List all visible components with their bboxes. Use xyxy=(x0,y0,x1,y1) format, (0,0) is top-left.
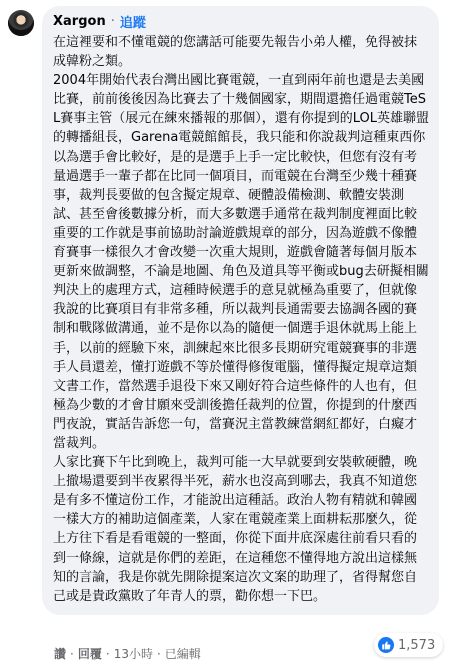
comment-paragraph-3: 人家比賽下午比到晚上，裁判可能一大早就要到安裝軟硬體，晚上撤場還要到半夜累得半死，薪水也沒高到哪去，我真不知道您是有多不懂這份工作，才能說出這種話。政治人物有精就和韓國一樣大方的補助這個產業，人家在電競產業上面耕耘那麼久，從上方往下看是看電競的一整面，你從下面井底深處往前看只看的到一條線，這就是你們的差距，在這種您不懂得地方說出這樣無知的言論，我是你就先開除提案這次文案的助理了，省得幫您自己或是貴政黨敗了年青人的票，勸你想一下巴。 xyxy=(53,455,418,604)
like-icon xyxy=(378,637,394,653)
header-separator: · xyxy=(110,13,115,29)
reaction-summary[interactable] xyxy=(374,633,443,657)
action-separator: · xyxy=(70,646,74,661)
reaction-count: 1,573 xyxy=(398,637,436,653)
comment-time[interactable]: 13小時 xyxy=(113,647,153,661)
comment-paragraph-1: 在這裡要和不懂電競的您講話可能要先報告小弟人權，免得被抹成韓粉之類。 xyxy=(53,35,418,70)
like-action[interactable]: 讚 xyxy=(54,647,67,661)
comment-bubble xyxy=(42,6,439,615)
comment-header xyxy=(53,12,429,30)
edited-label[interactable]: 已編輯 xyxy=(164,647,201,661)
follow-button[interactable]: 追蹤 xyxy=(119,15,146,31)
action-separator: · xyxy=(156,646,161,661)
commenter-avatar[interactable] xyxy=(8,10,34,36)
action-separator: · xyxy=(105,646,110,661)
comment-paragraph-2: 2004年開始代表台灣出國比賽電競，一直到兩年前也還是去美國比賽，前前後後因為比賽去了十幾個國家，期間還擔任過電競TeSL賽事主管（展元在練來播報的那個），還有你提到的LOL英雄聯盟的轉播組長，Garena電競館館長，我只能和你說裁判這種東西你以為選手會比較好，是的是選手上手一定比較快，但您有沒有考量過選手一輩子都在比同一個項目，而電競在台灣至少幾十種賽事，裁判長要做的包含擬定規章、硬體設備檢測、軟體安裝測試、甚至會後數據分析，而大多數選手通常在裁判制度裡面比較重要的工作就是事前協助討論遊戲規章的部分，因為遊戲不像體育賽事一樣很久才會改變一次重大規則，遊戲會隨著每個月版本更新來做調整，不論是地圖、角色及道具等平衡或bug去研擬相關判決上的處理方式，這種時候選手的意見就極為重要了，但就像我說的比賽項目有非常多種，所以裁判長通需要去協調各國的賽制和戰隊做溝通，並不是你以為的隨便一個選手退休就馬上能上手，以前的經驗下來，訓練起來比很多長期研究電競賽事的非選手人員還差，懂打遊戲不等於懂得修復電腦，懂得擬定規章這類文書工作，當然選手退役下來又剛好符合這些條件的人也有，但極為少數的才會甘願來受訓後擔任裁判的位置，你提到的什麼西門夜說，實話告訴您一句，當賽況主當教練當網紅都好，白癡才當裁判。 xyxy=(53,73,429,451)
thumbs-up-icon xyxy=(381,640,391,650)
reply-action[interactable]: 回覆 xyxy=(77,647,102,661)
comment-author[interactable]: Xargon xyxy=(53,13,106,29)
comment-text xyxy=(53,33,429,606)
comment-actions xyxy=(54,645,201,662)
